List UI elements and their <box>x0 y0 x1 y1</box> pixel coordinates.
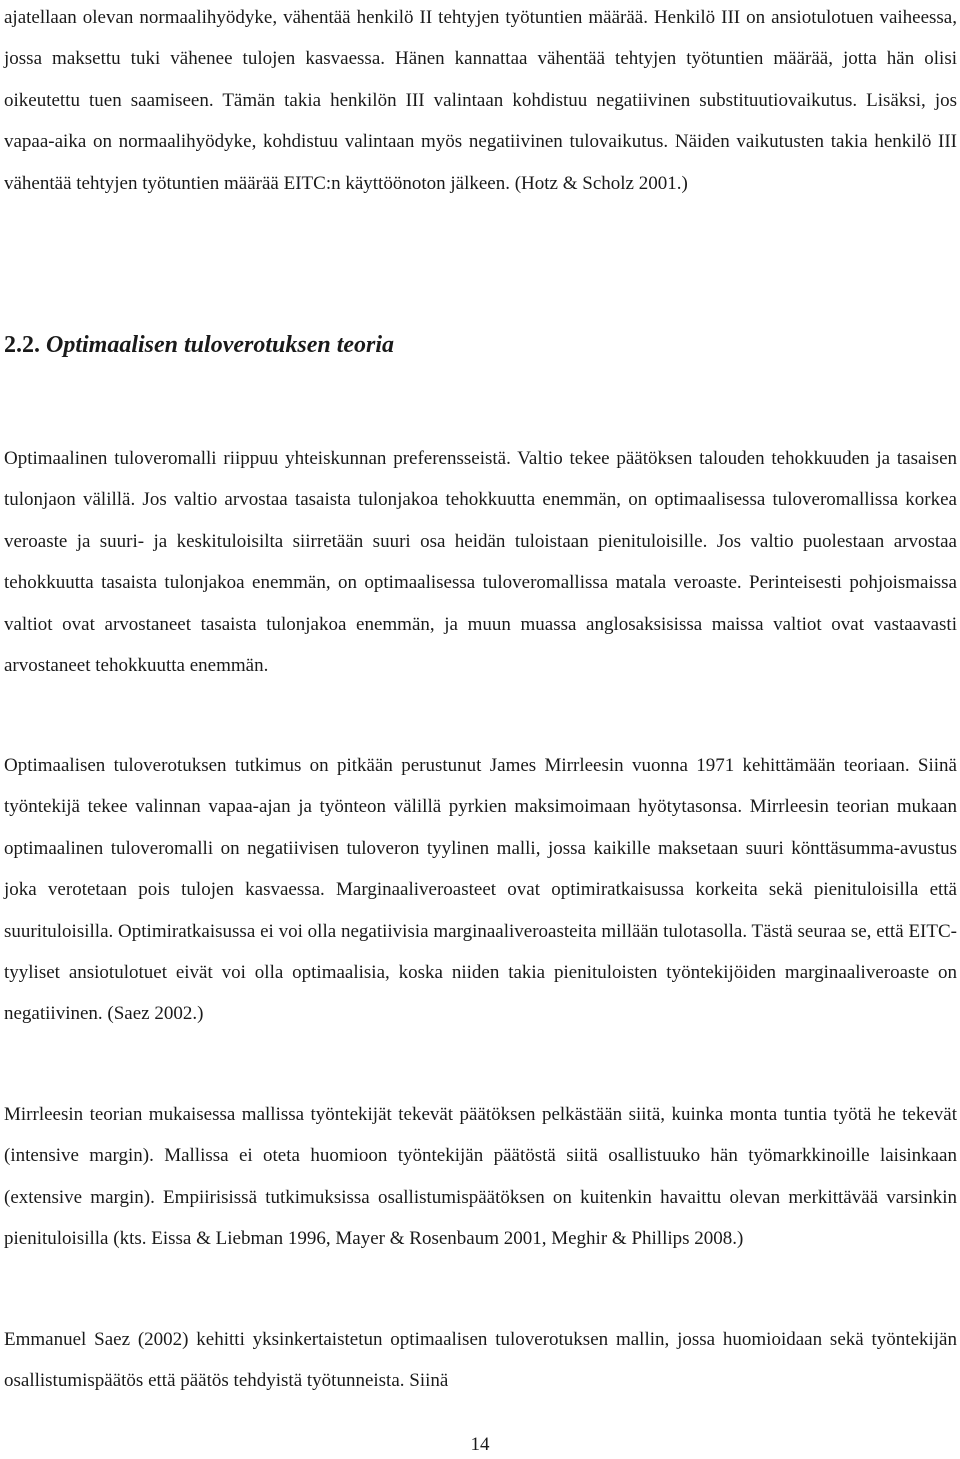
page-number: 14 <box>470 1434 490 1455</box>
paragraph-mirrlees-theory: Optimaalisen tuloverotuksen tutkimus on pitkään perustunut James Mirrleesin vuonna 1971 kehittämään teoriaan. Siinä työntekijä tekee valinnan vapaa-ajan ja työnteon välillä pyrkien maksimoimaan hyötytasonsa. Mirrleesin teorian mukaan optimaalinen tuloveromalli on negatiivisen tuloveron tyylinen malli, jossa kaikille maksetaan suuri könttäsumma-avustus joka verotetaan pois tulojen kasvaessa. Marginaaliveroasteet ovat optimiratkaisussa korkeita sekä pienituloisilla että suurituloisilla. Optimiratkaisussa ei voi olla negatiivisia marginaaliveroasteita millään tulotasolla. Tästä seuraa se, että EITC-tyyliset ansiotulotuet eivät voi olla optimaalisia, koska niiden takia pienituloisten työntekijöiden marginaaliveroaste on negatiivinen. (Saez 2002.) <box>4 755 957 1025</box>
section-heading <box>4 325 394 365</box>
section-title: Optimaalisen tuloverotuksen teoria <box>46 332 395 358</box>
paragraph-optimal-tax-model: Optimaalinen tuloveromalli riippuu yhteiskunnan preferensseistä. Valtio tekee päätöksen talouden tehokkuuden ja tasaisen tulonjaon välillä. Jos valtio arvostaa tasaista tulonjakoa tehokkuutta enemmän, on optimaalisessa tuloveromallissa korkea veroaste ja suuri- ja keskituloisilta siirretään suuri osa heidän tuloistaan pienituloisille. Jos valtio puolestaan arvostaa tehokkuutta tasaista tulonjakoa enemmän, on optimaalisessa tuloveromallissa matala veroaste. Perinteisesti pohjoismaissa valtiot ovat arvostaneet tasaista tulonjakoa enemmän, ja muun muassa anglosaksisissa maissa valtiot ovat vastaavasti arvostaneet tehokkuutta enemmän. <box>4 448 957 677</box>
paragraph-saez-model: Emmanuel Saez (2002) kehitti yksinkertaistetun optimaalisen tuloverotuksen mallin, jossa huomioidaan sekä työntekijän osallistumispäätös että päätös tehdyistä työtunneista. Siinä <box>4 1329 957 1392</box>
section-number: 2.2. <box>4 332 40 358</box>
paragraph-intro-continuation: ajatellaan olevan normaalihyödyke, vähentää henkilö II tehtyjen työtuntien määrää. Henkilö III on ansiotulotuen vaiheessa, jossa maksettu tuki vähenee tulojen kasvaessa. Hänen kannattaa vähentää tehtyjen työtuntien määrää, jotta hän olisi oikeutettu tuen saamiseen. Tämän takia henkilön III valintaan kohdistuu negatiivinen substituutiovaikutus. Lisäksi, jos vapaa-aika on normaalihyödyke, kohdistuu valintaan myös negatiivinen tulovaikutus. Näiden vaikutusten takia henkilö III vähentää tehtyjen työtuntien määrää EITC:n käyttöönoton jälkeen. (Hotz & Scholz 2001.) <box>4 7 957 194</box>
paragraph-intensive-extensive-margin: Mirrleesin teorian mukaisessa mallissa työntekijät tekevät päätöksen pelkästään siitä, kuinka monta tuntia työtä he tekevät (intensive margin). Mallissa ei oteta huomioon työntekijän päätöstä siitä osallistuuko hän työmarkkinoille laisinkaan (extensive margin). Empiirisissä tutkimuksissa osallistumispäätöksen on kuitenkin havaittu olevan merkittävää varsinkin pienituloisilla (kts. Eissa & Liebman 1996, Mayer & Rosenbaum 2001, Meghir & Phillips 2008.) <box>4 1104 957 1250</box>
